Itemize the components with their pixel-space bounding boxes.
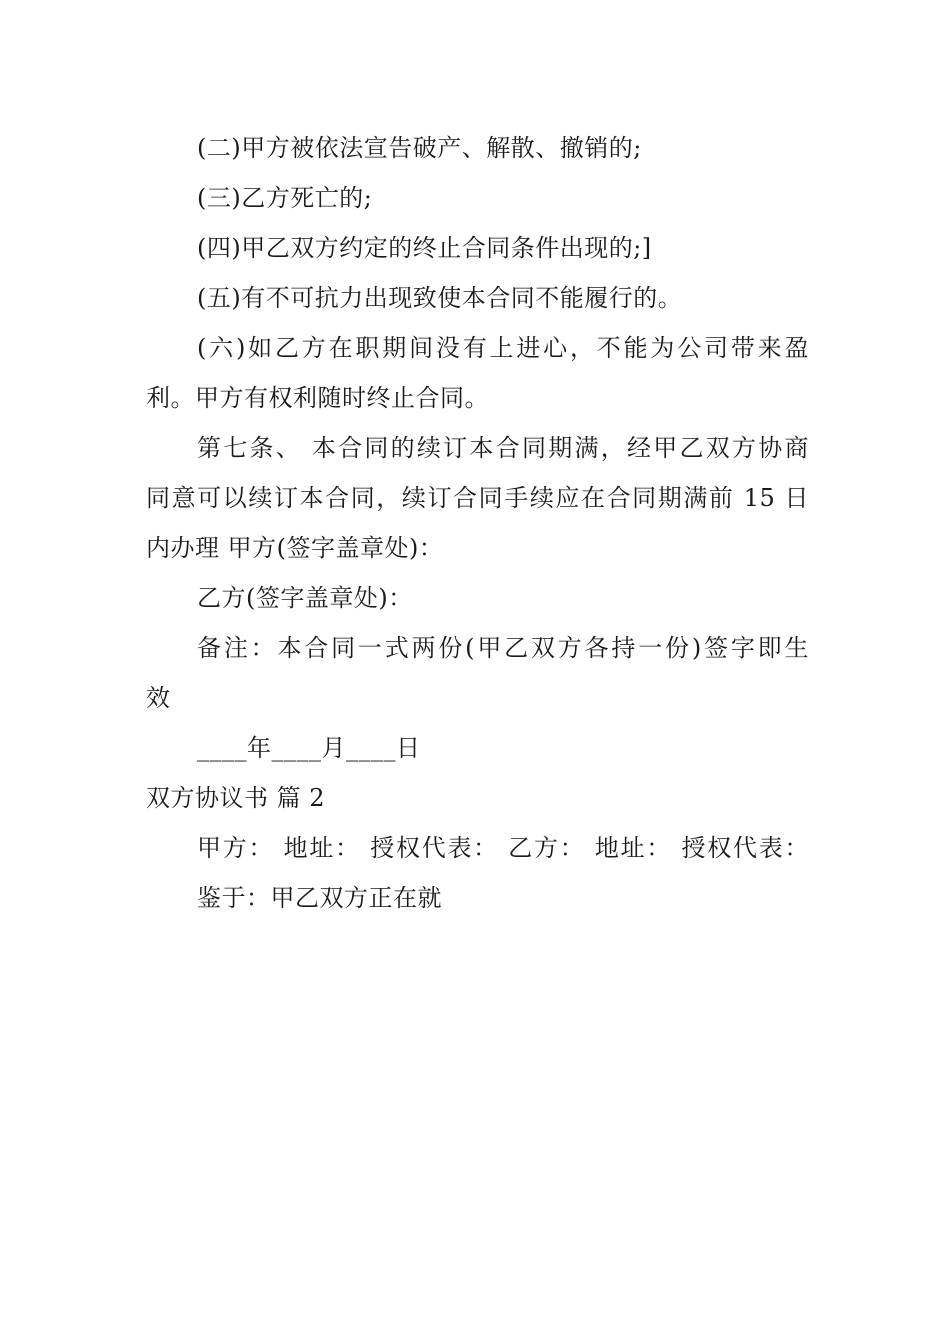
whereas-line: 鉴于：甲乙双方正在就 [197, 884, 442, 912]
article-7-line-1: 第七条、 本合同的续订本合同期满，经甲乙双方协商 [197, 434, 809, 462]
parties-line: 甲方： 地址： 授权代表： 乙方： 地址： 授权代表： [197, 834, 809, 862]
section-heading: 双方协议书 篇 2 [146, 784, 326, 812]
clause-3-line: (三)乙方死亡的; [197, 184, 373, 212]
article-7-line-3: 内办理 甲方(签字盖章处)： [146, 534, 444, 562]
note-line-2: 效 [146, 684, 171, 712]
clause-2-line: (二)甲方被依法宣告破产、解散、撤销的; [197, 134, 642, 162]
note-line-1: 备注：本合同一式两份(甲乙双方各持一份)签字即生 [197, 634, 809, 662]
clause-5-line: (五)有不可抗力出现致使本合同不能履行的。 [197, 284, 683, 312]
party-b-signature-line: 乙方(签字盖章处)： [197, 584, 413, 612]
article-7-line-2: 同意可以续订本合同，续订合同手续应在合同期满前 15 日 [146, 484, 809, 512]
clause-4-line: (四)甲乙双方约定的终止合同条件出现的;] [197, 234, 652, 262]
clause-6-line-1: (六)如乙方在职期间没有上进心，不能为公司带来盈 [197, 334, 809, 362]
clause-6-line-2: 利。甲方有权利随时终止合同。 [146, 384, 489, 412]
date-line: ____年____月____日 [197, 734, 421, 762]
